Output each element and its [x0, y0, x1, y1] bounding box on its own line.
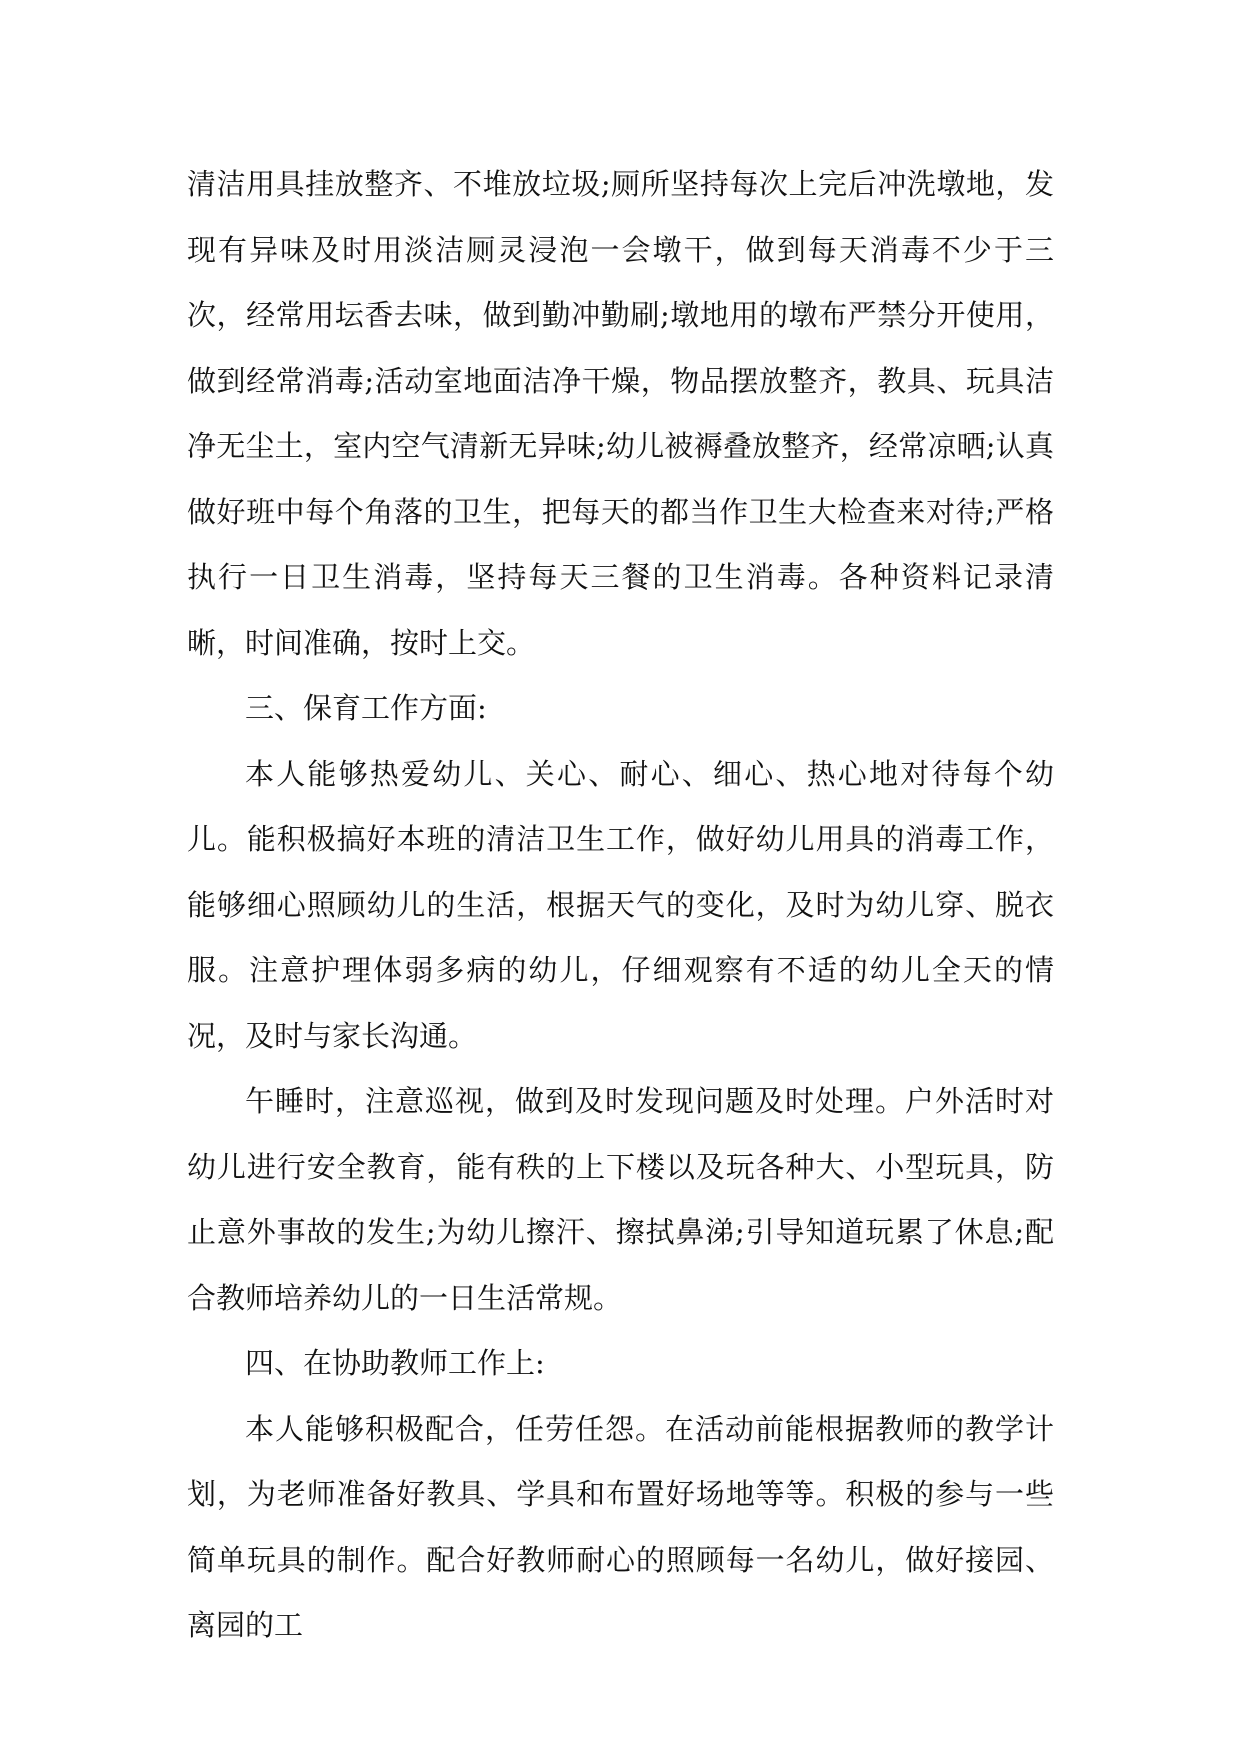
heading-section-four: 四、在协助教师工作上:: [245, 1346, 545, 1380]
document-body: [187, 152, 1054, 1659]
paragraph-assist-teacher: 本人能够积极配合，任劳任怨。在活动前能根据教师的教学计划，为老师准备好教具、学具和布置好场地等等。积极的参与一些简单玩具的制作。配合好教师耐心的照顾每一名幼儿，做好接园、离园的工: [187, 1411, 1054, 1642]
paragraph-hygiene-continued: 清洁用具挂放整齐、不堆放垃圾;厕所坚持每次上完后冲洗墩地，发现有异味及时用淡洁厕灵浸泡一会墩干，做到每天消毒不少于三次，经常用坛香去味，做到勤冲勤刷;墩地用的墩布严禁分开使用，做到经常消毒;活动室地面洁净干燥，物品摆放整齐，教具、玩具洁净无尘土，室内空气清新无异味;幼儿被褥叠放整齐，经常凉晒;认真做好班中每个角落的卫生，把每天的都当作卫生大检查来对待;严格执行一日卫生消毒，坚持每天三餐的卫生消毒。各种资料记录清晰，时间准确，按时上交。: [187, 167, 1054, 660]
paragraph-childcare-care: 本人能够热爱幼儿、关心、耐心、细心、热心地对待每个幼儿。能积极搞好本班的清洁卫生工作，做好幼儿用具的消毒工作，能够细心照顾幼儿的生活，根据天气的变化，及时为幼儿穿、脱衣服。注意护理体弱多病的幼儿，仔细观察有不适的幼儿全天的情况，及时与家长沟通。: [187, 756, 1054, 1053]
heading-section-three: 三、保育工作方面:: [245, 691, 487, 725]
paragraph-nap-outdoor-safety: 午睡时，注意巡视，做到及时发现问题及时处理。户外活时对幼儿进行安全教育，能有秩的上下楼以及玩各种大、小型玩具，防止意外事故的发生;为幼儿擦汗、擦拭鼻涕;引导知道玩累了休息;配合教师培养幼儿的一日生活常规。: [187, 1084, 1054, 1315]
